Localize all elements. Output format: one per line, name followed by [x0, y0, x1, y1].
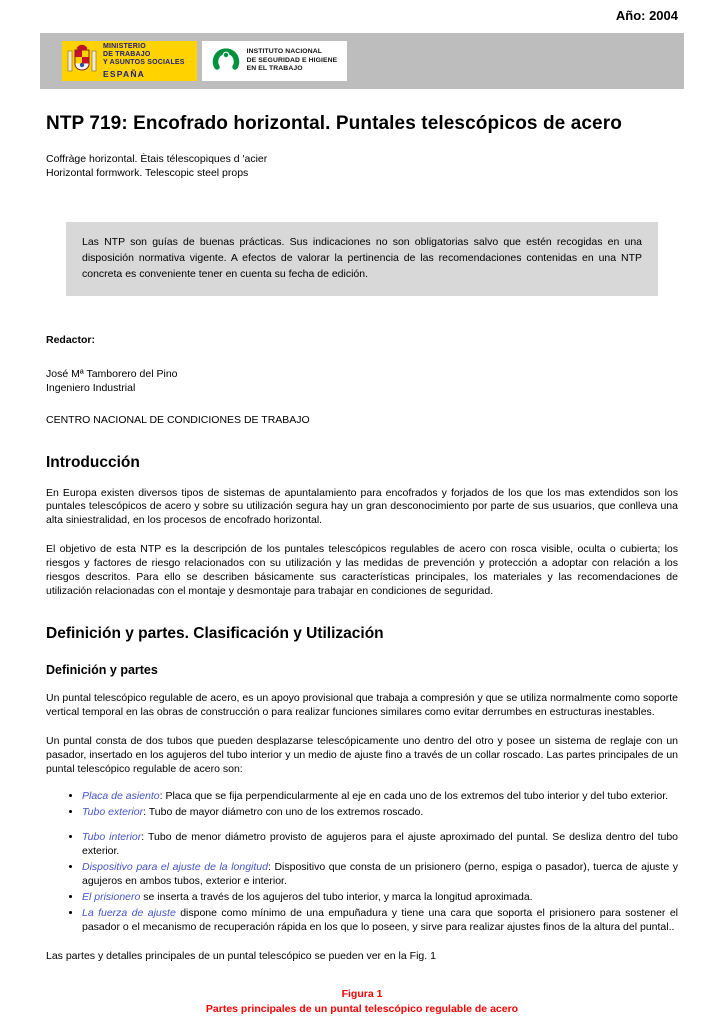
header-band [40, 33, 684, 89]
ministry-line: MINISTERIO [103, 42, 146, 50]
subsection-heading-definicion-partes: Definición y partes [46, 663, 158, 678]
ministry-country-label: ESPAÑA [103, 69, 145, 80]
list-item: • Tubo interior: Tubo de menor diámetro provisto de agujeros para el ajuste aproximado del puntal. Se desliza dentro del tubo exterior. [82, 831, 678, 859]
paragraph: En Europa existen diversos tipos de sistemas de apuntalamiento para encofrados y forjados de los que los mas extendidos son los puntales telescópicos de acero y sobre su utilización segura hay un gran desconocimiento por parte de sus usuarios, que conlleva una alta siniestralidad, en los procesos de encofrado horizontal. [46, 486, 678, 527]
term-label: La fuerza de ajuste [82, 906, 176, 919]
section-heading-introduccion: Introducción [46, 453, 140, 471]
figure-caption [46, 987, 678, 1015]
ntp-notice-box: Las NTP son guías de buenas prácticas. Sus indicaciones no son obligatorias salvo que estén recogidas en una disposición normativa vigente. A efectos de valorar la pertinencia de las recomendaciones contenidas en una NTP concreta es conveniente tener en cuenta su fecha de edición. [66, 222, 658, 295]
list-item: • Placa de asiento: Placa que se fija perpendicularmente al eje en cada uno de los extremos del tubo interior y del tubo exterior. [82, 790, 678, 804]
insht-line: DE SEGURIDAD E HIGIENE [246, 56, 338, 64]
center-name: CENTRO NACIONAL DE CONDICIONES DE TRABAJO [46, 413, 310, 426]
list-item: • El prisionero se inserta a través de los agujeros del tubo interior, y marca la longitud aproximada. [82, 891, 678, 905]
paragraph: Un puntal consta de dos tubos que pueden desplazarse telescópicamente uno dentro del otro y posee un sistema de reglaje con un pasador, insertado en los agujeros del tubo interior y un medio de ajuste fino a través de un collar roscado. Las partes principales de un puntal telescópico regulable de acero son: [46, 735, 678, 775]
spain-coat-of-arms-icon [67, 41, 97, 82]
term-label: Dispositivo para el ajuste de la longitud [82, 860, 268, 873]
term-label: El prisionero [82, 890, 141, 903]
list-item: • Tubo exterior: Tubo de mayor diámetro con uno de los extremos roscado. [82, 806, 678, 820]
redactor-label: Redactor: [46, 333, 96, 346]
term-label: Tubo interior [82, 830, 142, 843]
insht-logo-text [247, 48, 338, 74]
redactor-name: José Mª Tamborero del Pino [46, 367, 178, 380]
insht-line: EN EL TRABAJO [246, 65, 303, 73]
subtitle-french: Coffràge horizontal. Ètais télescopiques d 'acier [46, 153, 268, 165]
page-title: NTP 719: Encofrado horizontal. Puntales telescópicos de acero [46, 113, 622, 134]
paragraph: El objetivo de esta NTP es la descripción de los puntales telescópicos regulables de acero con rosca visible, oculta o cubierta; los riesgos y factores de riesgo relacionados con su utilización y las medidas de prevención y protección a adoptar con relación a los riesgos descritos. Para ello se describen básicamente sus características principales, los materiales y las recomendaciones de utilización relacionadas con el montaje y desmontaje para trabajar en condiciones de seguridad. [46, 543, 678, 598]
ministry-line: Y ASUNTOS SOCIALES [103, 59, 185, 67]
insht-line: INSTITUTO NACIONAL [246, 47, 322, 55]
parts-list [46, 790, 678, 935]
ministry-logo-text [103, 43, 185, 80]
ministry-logo [62, 41, 197, 81]
insht-logo [202, 41, 348, 81]
term-label: Tubo exterior [82, 805, 144, 818]
paragraph: Un puntal telescópico regulable de acero, es un apoyo provisional que trabaja a compresión y que se utiliza normalmente como soporte vertical temporal en las obras de construcción o para realizar funciones similares como evitar derrumbes en estructuras inestables. [46, 692, 678, 719]
insht-icon [212, 45, 240, 78]
year-label: Año: 2004 [615, 8, 678, 23]
subtitle-block [46, 152, 678, 180]
section-heading-definicion: Definición y partes. Clasificación y Utilización [46, 625, 384, 643]
list-item: • Dispositivo para el ajuste de la longitud: Dispositivo que consta de un prisionero (perno, espiga o pasador), tuerca de ajuste y agujeros en ambos tubos, exterior e interior. [82, 861, 678, 889]
redactor-role: Ingeniero Industrial [46, 382, 136, 395]
figure-title: Partes principales de un puntal telescópico regulable de acero [205, 1002, 519, 1015]
figure-reference: Las partes y detalles principales de un puntal telescópico se pueden ver en la Fig. 1 [46, 949, 436, 962]
ministry-line: DE TRABAJO [103, 50, 151, 58]
subtitle-english: Horizontal formwork. Telescopic steel props [46, 167, 249, 180]
figure-label: Figura 1 [341, 988, 383, 1001]
list-item: • La fuerza de ajuste dispone como mínimo de una empuñadura y tiene una cara que soporta el prisionero para sostener el pasador o el mecanismo de recuperación rápida en los que lo poseen, y sirve para realizar ajustes finos de la altura del puntal.. [82, 907, 678, 935]
term-label: Placa de asiento [82, 789, 160, 802]
